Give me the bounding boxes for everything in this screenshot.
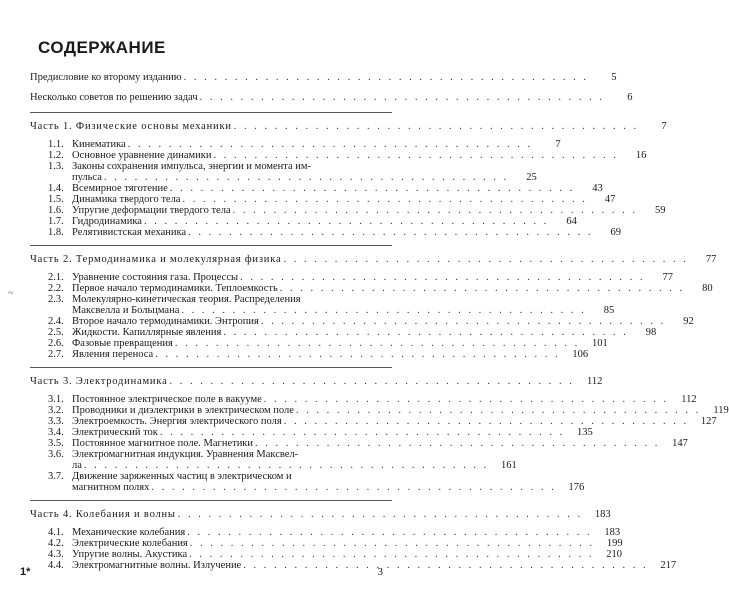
divider <box>30 245 392 246</box>
toc-entry <box>30 327 657 338</box>
section-number: 3.6. <box>48 449 64 460</box>
entry-page: 5 <box>611 72 617 83</box>
divider <box>30 112 392 113</box>
entry-page: 77 <box>705 254 717 265</box>
toc-entry <box>30 538 623 549</box>
toc-entry <box>30 139 561 150</box>
dot-leader <box>189 549 594 560</box>
dot-leader <box>284 416 689 427</box>
section-number: 2.4. <box>48 316 64 327</box>
table-of-contents <box>30 72 729 571</box>
toc-entry <box>30 471 392 482</box>
section-number: 4.2. <box>48 538 64 549</box>
entry-page: 210 <box>606 549 622 560</box>
dot-leader <box>283 254 688 265</box>
entry-title: Основное уравнение динамики <box>72 150 212 161</box>
entry-page: 161 <box>501 460 517 471</box>
margin-mark: ~ <box>8 288 14 299</box>
dot-leader <box>84 460 489 471</box>
entry-page: 80 <box>702 283 713 294</box>
section-number: 4.4. <box>48 560 64 571</box>
dot-leader <box>184 72 589 83</box>
entry-title: Уравнение состояния газа. Процессы <box>72 272 239 283</box>
divider <box>30 367 392 368</box>
dot-leader <box>170 376 575 387</box>
dot-leader <box>280 283 685 294</box>
toc-entry <box>30 227 621 238</box>
section-number: 1.7. <box>48 216 64 227</box>
dot-leader <box>155 349 560 360</box>
section-number: 2.3. <box>48 294 64 305</box>
toc-entry <box>30 316 694 327</box>
entry-title: магнитном полях <box>72 482 150 493</box>
section-number: 4.3. <box>48 549 64 560</box>
toc-entry <box>30 194 616 205</box>
entry-page: 7 <box>661 121 667 132</box>
section-number: 2.7. <box>48 349 64 360</box>
dot-leader <box>243 560 648 571</box>
entry-title: Постоянное электрическое поле в вакууме <box>72 394 262 405</box>
dot-leader <box>223 327 628 338</box>
section-number: 1.3. <box>48 161 64 172</box>
entry-page: 69 <box>610 227 621 238</box>
divider <box>30 500 392 501</box>
entry-title: Максвелла и Больцмана <box>72 305 180 316</box>
toc-entry <box>30 205 666 216</box>
dot-leader <box>255 438 660 449</box>
entry-page: 183 <box>604 527 621 538</box>
dot-leader <box>128 139 533 150</box>
entry-page: 43 <box>592 183 603 194</box>
entry-title: Законы сохранения импульса, энергии и момента им- <box>72 161 312 172</box>
section-number: 3.3. <box>48 416 64 427</box>
dot-leader <box>187 527 592 538</box>
section-number: 3.5. <box>48 438 64 449</box>
entry-page: 112 <box>681 394 697 405</box>
dot-leader <box>182 194 587 205</box>
entry-page: 16 <box>635 150 647 161</box>
toc-entry <box>30 416 717 427</box>
entry-page: 98 <box>645 327 657 338</box>
dot-leader <box>175 338 580 349</box>
entry-page: 147 <box>672 438 688 449</box>
entry-title: Всемирное тяготение <box>72 183 168 194</box>
dot-leader <box>160 427 565 438</box>
dot-leader <box>104 172 509 183</box>
section-number: 2.5. <box>48 327 64 338</box>
toc-entry <box>30 150 647 161</box>
entry-title: Часть 2. Термодинамика и молекулярная физика <box>30 254 282 265</box>
dot-leader <box>264 394 669 405</box>
section-number: 2.2. <box>48 283 64 294</box>
section-number: 4.1. <box>48 527 64 538</box>
dot-leader <box>200 92 605 103</box>
toc-entry <box>30 272 673 283</box>
toc-entry <box>30 216 577 227</box>
part-heading <box>30 376 603 387</box>
entry-title: Динамика твердого тела <box>72 194 181 205</box>
toc-entry-continued <box>30 460 517 471</box>
entry-page: 217 <box>660 560 677 571</box>
entry-title: Упругие волны. Акустика <box>72 549 188 560</box>
entry-page: 7 <box>555 139 561 150</box>
dot-leader <box>240 272 645 283</box>
entry-title: Несколько советов по решению задач <box>30 92 198 103</box>
entry-page: 106 <box>572 349 589 360</box>
entry-title: Гидродинамика <box>72 216 142 227</box>
dot-leader <box>296 405 701 416</box>
toc-entry <box>30 349 589 360</box>
signature-mark: 1* <box>20 566 31 578</box>
toc-entry <box>30 183 603 194</box>
section-number: 2.6. <box>48 338 64 349</box>
entry-title: Электрические колебания <box>72 538 188 549</box>
entry-title: Молекулярно-кинетическая теория. Распределения <box>72 294 301 305</box>
page-title: СОДЕРЖАНИЕ <box>38 38 166 57</box>
entry-title: Кинематика <box>72 139 126 150</box>
entry-title: Механические колебания <box>72 527 186 538</box>
dot-leader <box>144 216 549 227</box>
section-number: 1.1. <box>48 139 64 150</box>
dot-leader <box>261 316 666 327</box>
entry-page: 176 <box>568 482 585 493</box>
entry-page: 59 <box>655 205 666 216</box>
section-number: 1.8. <box>48 227 64 238</box>
entry-title: Жидкости. Капиллярные явления <box>72 327 222 338</box>
dot-leader <box>181 305 586 316</box>
entry-title: Электромагнитная индукция. Уравнения Максвел- <box>72 449 299 460</box>
dot-leader <box>151 482 556 493</box>
section-number: 3.1. <box>48 394 64 405</box>
entry-title: Часть 1. Физические основы механики <box>30 121 232 132</box>
entry-page: 119 <box>713 405 729 416</box>
toc-entry-continued <box>30 172 537 183</box>
toc-entry <box>30 560 677 571</box>
dot-leader <box>234 121 639 132</box>
entry-title: Движение заряженных частиц в электрическом и <box>72 471 292 482</box>
entry-title: ла <box>72 460 82 471</box>
toc-entry <box>30 161 392 172</box>
entry-title: Проводники и диэлектрики в электрическом поле <box>72 405 294 416</box>
entry-page: 25 <box>526 172 537 183</box>
toc-entry <box>30 438 688 449</box>
entry-page: 85 <box>603 305 615 316</box>
section-number: 1.2. <box>48 150 64 161</box>
entry-title: Постоянное магнитное поле. Магнетики <box>72 438 254 449</box>
dot-leader <box>170 183 575 194</box>
section-number: 3.7. <box>48 471 64 482</box>
dot-leader <box>190 538 595 549</box>
entry-page: 6 <box>627 92 633 103</box>
entry-page: 127 <box>700 416 717 427</box>
entry-title: пульса <box>72 172 102 183</box>
toc-entry-continued <box>30 305 615 316</box>
toc-entry <box>30 427 593 438</box>
entry-page: 47 <box>604 194 616 205</box>
entry-page: 135 <box>577 427 593 438</box>
toc-entry <box>30 283 713 294</box>
entry-title: Часть 3. Электродинамика <box>30 376 168 387</box>
part-heading <box>30 121 667 132</box>
entry-title: Электроемкость. Энергия электрического поля <box>72 416 282 427</box>
toc-entry <box>30 449 392 460</box>
section-number: 3.4. <box>48 427 64 438</box>
entry-page: 112 <box>587 376 603 387</box>
entry-title: Второе начало термодинамики. Энтропия <box>72 316 259 327</box>
page-number: 3 <box>377 566 383 578</box>
toc-entry <box>30 394 697 405</box>
section-number: 1.5. <box>48 194 64 205</box>
toc-entry-continued <box>30 482 585 493</box>
section-number: 1.6. <box>48 205 64 216</box>
entry-page: 64 <box>566 216 577 227</box>
entry-title: Фазовые превращения <box>72 338 173 349</box>
entry-page: 183 <box>594 509 611 520</box>
toc-entry <box>30 405 729 416</box>
entry-title: Упругие деформации твердого тела <box>72 205 231 216</box>
entry-title: Явления переноса <box>72 349 154 360</box>
toc-entry <box>30 338 608 349</box>
toc-entry <box>30 72 617 83</box>
dot-leader <box>178 509 583 520</box>
part-heading <box>30 254 717 265</box>
toc-entry <box>30 549 622 560</box>
entry-title: Предисловие ко второму изданию <box>30 72 182 83</box>
entry-title: Часть 4. Колебания и волны <box>30 509 176 520</box>
section-number: 3.2. <box>48 405 64 416</box>
dot-leader <box>188 227 593 238</box>
dot-leader <box>233 205 638 216</box>
toc-entry <box>30 294 392 305</box>
entry-page: 199 <box>606 538 623 549</box>
entry-title: Электрический ток <box>72 427 158 438</box>
part-heading <box>30 509 611 520</box>
toc-entry <box>30 527 621 538</box>
entry-title: Релятивистская механика <box>72 227 187 238</box>
section-number: 1.4. <box>48 183 64 194</box>
toc-entry <box>30 92 633 103</box>
dot-leader <box>214 150 619 161</box>
section-number: 2.1. <box>48 272 64 283</box>
entry-title: Первое начало термодинамики. Теплоемкость <box>72 283 278 294</box>
entry-page: 77 <box>662 272 673 283</box>
entry-page: 92 <box>683 316 694 327</box>
entry-page: 101 <box>591 338 608 349</box>
entry-title: Электромагнитные волны. Излучение <box>72 560 242 571</box>
